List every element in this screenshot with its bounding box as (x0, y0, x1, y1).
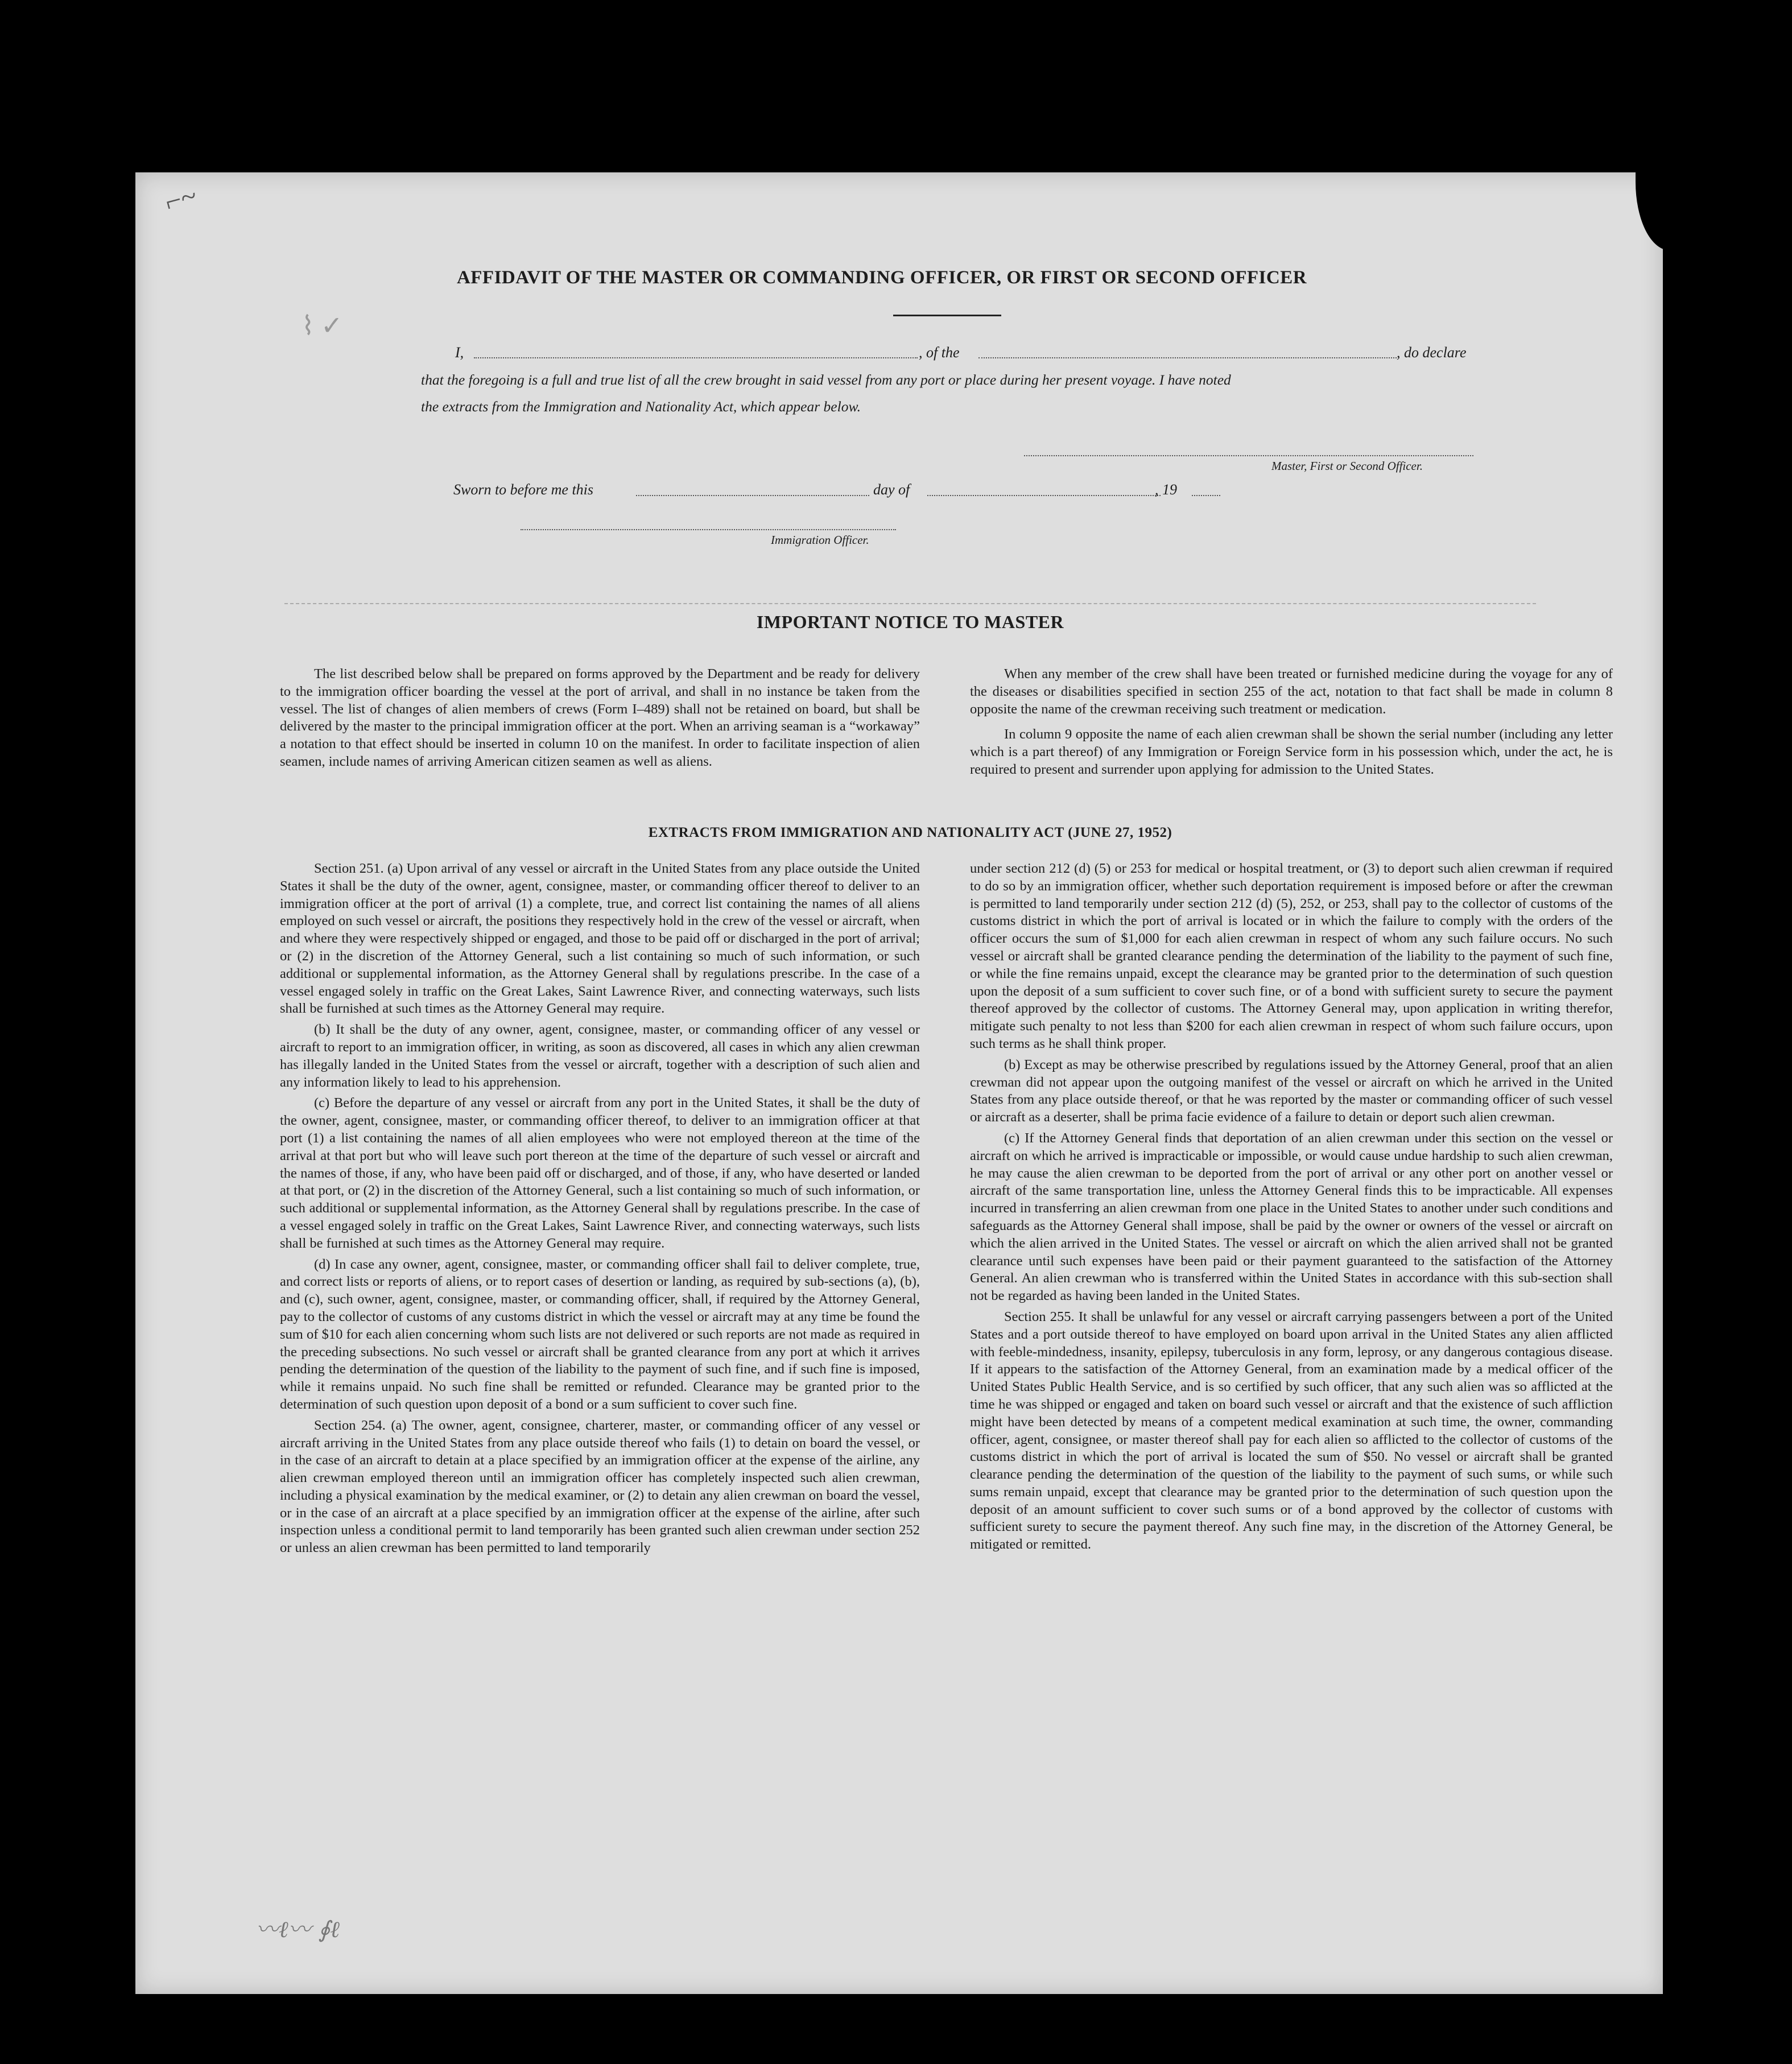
extracts-title: EXTRACTS FROM IMMIGRATION AND NATIONALITY ACT (JUNE 27, 1952) (648, 825, 1172, 840)
pencil-scribble: ⌇ ✓ (302, 311, 343, 340)
affidavit-i-label: I, (455, 344, 464, 361)
extract-paragraph: under section 212 (d) (5) or 253 for medical or hospital treatment, or (3) to deport such alien crewman if required to do so by an immigration officer, whether such deportation requirement is imposed before or after the crewman is permitted to land temporarily under section 212 (d) (5), 252, or 253, shall pay to the collector of customs of the customs district in which the port of arrival is located or in which the failure to comply with the orders of the officer occurs the sum of $1,000 for each alien crewman in respect of whom any such failure occurs. No such vessel or aircraft shall be granted clearance pending the determination of the liability to the payment of such fine, or while the fine remains unpaid, except the clearance may be granted prior to the determination of such question upon the deposit of a sum sufficient to cover such fine, or of a bond with sufficient surety to secure the payment thereof approved by the collector of customs. The Attorney General may, upon application in writing therefor, mitigate such penalty to not less than $200 for each alien crewman in respect of whom such failure occurs, upon such terms as he shall think proper. (970, 861, 1613, 1051)
extract-paragraph: (c) If the Attorney General finds that deportation of an alien crewman under this section on the vessel or aircraft on which he arrived is impracticable or impossible, or would cause undue hardship to such alien crewman, he may cause the alien crewman to be deported from the port of arrival or any other port on another vessel or aircraft of the same transportation line, unless the Attorney General finds this to be impracticable. All expenses incurred in transferring an alien crewman from one place in the United States to another under such conditions and safeguards as the Attorney General shall impose, shall be paid by the owner or owners of the vessel or aircraft on which the alien arrived in the United States. The vessel or aircraft on which the alien arrived shall not be granted clearance until such expenses have been paid or their payment guaranteed to the satisfaction of the Attorney General. An alien crewman who is transferred within the United States in accordance with this sub-section shall not be regarded as having been landed in the United States. (970, 1130, 1613, 1304)
extracts-left-column (280, 860, 920, 1561)
officer-signature-line[interactable] (521, 529, 896, 530)
notice-right-paragraph: In column 9 opposite the name of each alien crewman shall be shown the serial number (including any letter which is a part thereof) of any Immigration or Foreign Service form in his possession which, under the act, he is required to present and surrender upon applying for admission to the United States. (970, 726, 1613, 777)
handwritten-signature: 〰︎ℓ〰︎ ∮ℓ (256, 1917, 340, 1943)
notice-right-column (970, 666, 1613, 782)
extracts-right-column (970, 860, 1613, 1557)
binder-hole (1701, 1660, 1726, 1690)
extract-paragraph: Section 251. (a) Upon arrival of any vessel or aircraft in the United States from any place outside the United States it shall be the duty of the owner, agent, consignee, master, or commanding officer thereof to deliver to an immigration officer at the port of arrival (1) a complete, true, and correct list containing the names of all aliens employed on such vessel or aircraft, the positions they respectively hold in the crew of the vessel or aircraft, when and where they were respectively shipped or engaged, and those to be paid off or discharged in the port of arrival; or (2) in the discretion of the Attorney General, such a list containing so much of such information, or such additional or supplemental information, as the Attorney General shall by regulations prescribe. In the case of a vessel engaged solely in traffic on the Great Lakes, Saint Lawrence River, and connecting waterways, such lists shall be furnished at such times as the Attorney General may require. (280, 861, 920, 1017)
extract-paragraph: (d) In case any owner, agent, consignee, master, or commanding officer shall fail to deliver complete, true, and correct lists or reports of aliens, or to report cases of desertion or landing, as required by sub-sections (a), (b), and (c), such owner, agent, consignee, master, or commanding officer, shall, if required by the Attorney General, pay to the collector of customs of any customs district in which the vessel or aircraft may at any time be found the sum of $10 for each alien concerning whom such lists are not delivered or such reports are not made as required in the preceding subsections. No such vessel or aircraft shall be granted clearance from any port at which it arrives pending the determination of the question of the liability to the payment of such fine, and if such fine is imposed, while it remains unpaid. No such fine shall be remitted or refunded. Clearance may be granted prior to the determination of such question upon deposit of a bond or a sum sufficient to cover such fine. (280, 1256, 920, 1412)
affidavit-line-3: the extracts from the Immigration and Nationality Act, which appear below. (421, 398, 861, 415)
notice-right-paragraph: When any member of the crew shall have been treated or furnished medicine during the voyage for any of the diseases or disabilities specified in section 255 of the act, notation to that fact shall be made in column 8 opposite the name of the crewman receiving such treatment or medication. (970, 666, 1613, 717)
year-prefix: , 19 (1155, 481, 1177, 498)
affidavit-do-declare: , do declare (1397, 344, 1467, 361)
notice-left-column (280, 666, 920, 774)
extract-paragraph: (b) It shall be the duty of any owner, agent, consignee, master, or commanding officer of any vessel or aircraft to report to an immigration officer, in writing, as soon as discovered, all cases in which any alien crewman has illegally landed in the United States from the vessel or aircraft, together with a description of such alien and any information likely to lead to his apprehension. (280, 1022, 920, 1090)
binder-hole (1701, 358, 1726, 388)
sworn-label: Sworn to before me this (453, 481, 594, 498)
vessel-blank[interactable] (978, 357, 1397, 358)
officer-label: Immigration Officer. (771, 533, 869, 547)
binder-hole (1701, 1374, 1726, 1403)
extract-paragraph: (b) Except as may be otherwise prescribed by regulations issued by the Attorney General, proof that an alien crewman did not appear upon the outgoing manifest of the vessel or aircraft on which he arrived in the United States from any place outside thereof, or that he was reported by the master or commanding officer of such vessel or aircraft as a deserter, shall be prima facie evidence of a failure to detain or deport such alien crewman. (970, 1056, 1613, 1125)
master-label: Master, First or Second Officer. (1271, 459, 1423, 473)
master-signature-line[interactable] (1024, 455, 1473, 456)
sworn-day-blank[interactable] (636, 495, 869, 496)
extract-paragraph: Section 255. It shall be unlawful for any vessel or aircraft carrying passengers between a port of the United States and a port outside thereof to have employed on board upon arrival in the United States any alien afflicted with feeble-mindedness, insanity, epilepsy, tuberculosis in any form, leprosy, or any dangerous contagious disease. If it appears to the satisfaction of the Attorney General, from an examination made by a medical officer of the United States Public Health Service, and is so certified by such officer, that any such alien was so afflicted at the time he was shipped or engaged and taken on board such vessel or aircraft and that the existence of such affliction might have been detected by means of a competent medical examination at such time, the owner, commanding officer, agent, consignee, or master thereof shall pay for each alien so afflicted to the collector of customs of the customs district in which the port of arrival is located the sum of $50. No vessel or aircraft shall be granted clearance pending the determination of the question of the liability to the payment of such sums, or while such sums remain unpaid, except that clearance may be granted prior to the determination of such question upon the deposit of an amount sufficient to cover such sums or of a bond approved by the collector of customs with sufficient surety to secure the payment thereof. Any such fine may, in the discretion of the Attorney General, be mitigated or remitted. (970, 1308, 1613, 1553)
name-blank[interactable] (474, 357, 918, 358)
notice-left-paragraph: The list described below shall be prepared on forms approved by the Department and be ready for delivery to the immigration officer boarding the vessel at the port of arrival, and shall in no instance be taken from the vessel. The list of changes of alien members of crews (Form I–489) shall not be retained on board, but shall be delivered by the master to the principal immigration officer at the port. When an arriving seaman is a “workaway” a notation to that effect should be inserted in column 10 on the manifest. In order to facilitate inspection of alien seamen, include names of arriving American citizen seamen as well as aliens. (280, 666, 920, 769)
extract-paragraph: Section 254. (a) The owner, agent, consignee, charterer, master, or commanding officer of any vessel or aircraft arriving in the United States from any place outside thereof who fails (1) to detain on board the vessel, or in the case of an aircraft to detain at a place specified by an immigration officer at the expense of the airline, any alien crewman employed thereon until an immigration officer has completely inspected such alien crewman, including a physical examination by the medical examiner, or (2) to detain any alien crewman on board the vessel, or in the case of an aircraft at a place specified by an immigration officer at the expense of the airline, after such inspection unless a conditional permit to land temporarily has been granted such alien crewman under section 252 or unless an alien crewman has been permitted to land temporarily (280, 1417, 920, 1556)
pen-mark: ⌐~ (161, 179, 200, 218)
day-of-label: day of (873, 481, 910, 498)
title-underline (893, 315, 1001, 316)
binder-hole (1701, 742, 1726, 772)
affidavit-title: AFFIDAVIT OF THE MASTER OR COMMANDING OFFICER, OR FIRST OR SECOND OFFICER (456, 267, 1307, 288)
extract-paragraph: (c) Before the departure of any vessel or aircraft from any port in the United States, it shall be the duty of the owner, agent, consignee, master, or commanding officer thereof, to deliver to an immigration officer at that port (1) a list containing the names of all alien employees who were not employed thereon at the time of the arrival at that port but who will leave such port thereon at the time of the departure of such vessel or aircraft and the names of those, if any, who have been paid off or discharged, and of those, if any, who have deserted or landed at that port, or (2) in the discretion of the Attorney General, such a list containing so much of such information, or such additional or supplemental information, as the Attorney General shall by regulations prescribe. In the case of a vessel engaged solely in traffic on the Great Lakes, Saint Lawrence River, and connecting waterways, such lists shall be furnished at such times as the Attorney General may require. (280, 1095, 920, 1251)
affidavit-line-2: that the foregoing is a full and true list of all the crew brought in said vessel from any port or place during her present voyage. I have noted (421, 371, 1231, 388)
binder-hole (1701, 456, 1726, 486)
binder-hole (1701, 1029, 1726, 1058)
faint-separator (284, 603, 1536, 604)
notice-title: IMPORTANT NOTICE TO MASTER (756, 612, 1064, 632)
sworn-year-blank[interactable] (1192, 495, 1220, 496)
binder-hole (1701, 1849, 1726, 1879)
affidavit-of-the: , of the (919, 344, 960, 361)
sworn-month-blank[interactable] (927, 495, 1161, 496)
